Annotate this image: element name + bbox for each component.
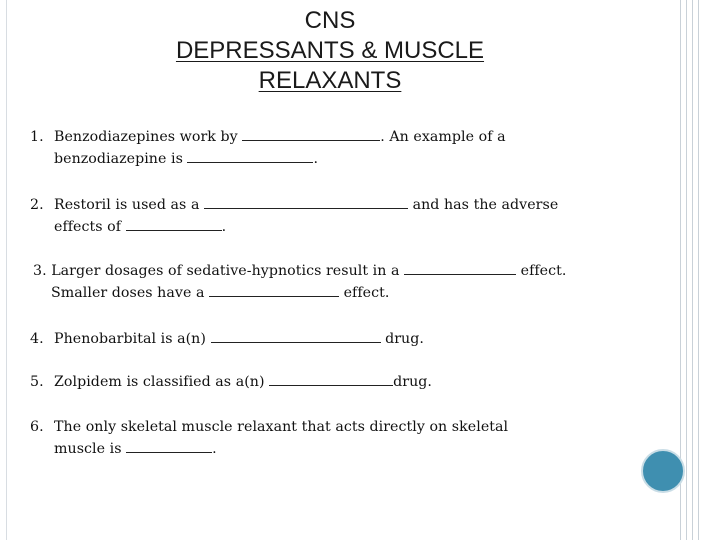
decorative-circle [641, 449, 685, 493]
question-2 [30, 194, 590, 238]
question-number: 1. [30, 129, 44, 145]
question-number: 3. [33, 263, 47, 279]
question-text: Restoril is used as a [54, 197, 205, 213]
answer-blank[interactable] [211, 330, 381, 343]
question-text: Benzodiazepines work by [54, 129, 243, 145]
answer-blank[interactable] [187, 150, 313, 163]
question-text: . [313, 151, 319, 167]
question-5 [30, 371, 590, 393]
answer-blank[interactable] [404, 262, 516, 275]
question-1 [30, 126, 590, 170]
answer-blank[interactable] [209, 284, 339, 297]
answer-blank[interactable] [204, 196, 408, 209]
answer-blank[interactable] [126, 218, 222, 231]
question-text: muscle is [54, 441, 127, 457]
question-text: . [221, 219, 227, 235]
question-text: drug. [380, 331, 424, 347]
answer-blank[interactable] [126, 440, 212, 453]
title-line-1: CNS [304, 7, 356, 34]
question-number: 5. [30, 374, 44, 390]
question-text: The only skeletal muscle relaxant that acts directly on skeletal [54, 419, 509, 435]
question-3 [33, 260, 593, 304]
question-text: . [212, 441, 217, 457]
question-text: effect. [339, 285, 390, 301]
question-number: 6. [30, 419, 44, 435]
question-text: effect. [516, 263, 567, 279]
left-margin-rule [6, 0, 7, 540]
answer-blank[interactable] [242, 128, 380, 141]
question-text: effects of [54, 219, 126, 235]
title-line-3: RELAXANTS [258, 67, 402, 94]
title-line-2: DEPRESSANTS & MUSCLE [175, 37, 485, 64]
question-4 [30, 328, 590, 350]
question-text: Phenobarbital is a(n) [54, 331, 211, 347]
question-text: Smaller doses have a [51, 285, 210, 301]
right-decorative-rules [680, 0, 720, 540]
question-6 [30, 416, 590, 460]
question-text: benzodiazepine is [54, 151, 188, 167]
question-number: 2. [30, 197, 44, 213]
question-text: and has the adverse [408, 197, 559, 213]
question-text: drug. [393, 374, 432, 390]
question-text: Zolpidem is classified as a(n) [54, 374, 270, 390]
answer-blank[interactable] [269, 373, 393, 386]
question-number: 4. [30, 331, 44, 347]
question-text: . An example of a [380, 129, 506, 145]
question-text: Larger dosages of sedative-hypnotics result in a [51, 263, 405, 279]
slide-title [100, 6, 560, 96]
